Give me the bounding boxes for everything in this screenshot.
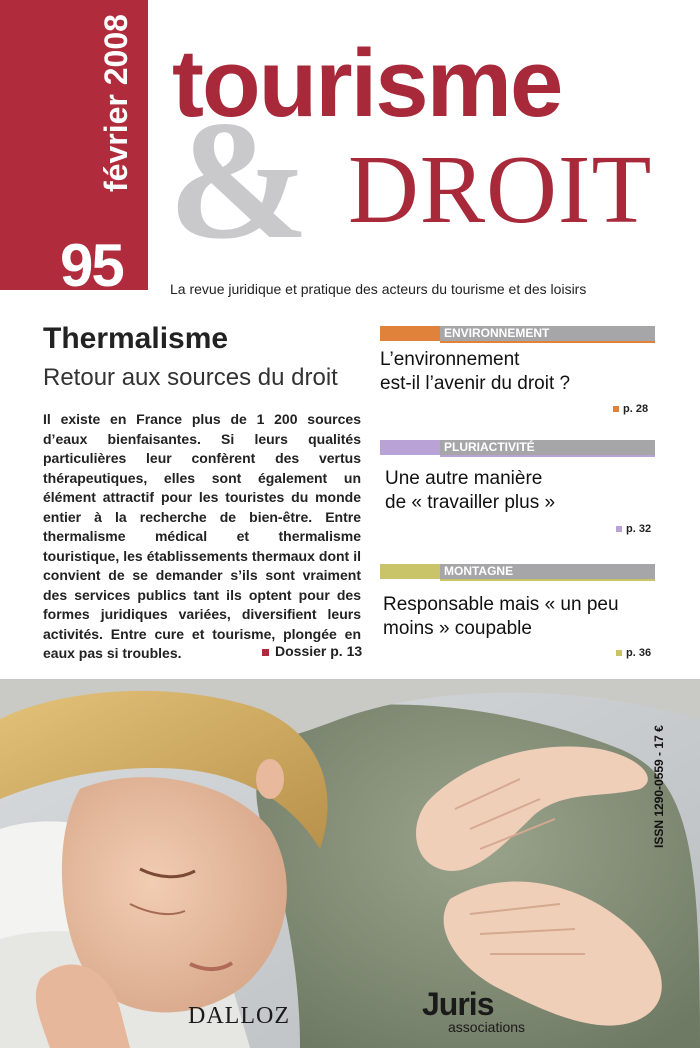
section-headline-line-2: de « travailler plus » [385, 492, 556, 513]
issue-date: février 2008 [98, 14, 134, 192]
square-bullet-icon [616, 526, 622, 532]
page-ref-text: p. 28 [623, 403, 649, 415]
section-rule [440, 341, 655, 343]
section-label: MONTAGNE [444, 564, 514, 578]
section-headline-line-2: est-il l’avenir du droit ? [380, 373, 571, 394]
tagline: La revue juridique et pratique des acteurs du tourisme et des loisirs [170, 281, 587, 297]
square-bullet-icon [613, 406, 619, 412]
section-color-bar [380, 326, 440, 341]
square-bullet-icon [616, 650, 622, 656]
section-page-ref [613, 403, 648, 415]
juris-logo: Juris [422, 986, 494, 1022]
section-headline-line-1: Responsable mais « un peu [383, 594, 619, 615]
section-color-bar [380, 564, 440, 579]
section-page-ref [616, 523, 651, 535]
section-rule [440, 455, 655, 457]
section-pluriactivite[interactable] [380, 440, 655, 540]
issn-price: ISSN 1290-0559 - 17 € [652, 725, 666, 848]
page-ref-text: p. 36 [626, 647, 652, 659]
dossier-ref[interactable] [262, 643, 362, 659]
section-color-bar [380, 440, 440, 455]
masthead-droit: DROIT [348, 136, 653, 244]
spa-photo-illustration [0, 679, 700, 1048]
article-title: Thermalisme [43, 322, 229, 355]
section-montagne[interactable] [380, 564, 655, 664]
cover-photo [0, 679, 700, 1048]
article-body: Il existe en France plus de 1 200 sources d’eaux bienfaisantes. Si leurs qualités particulières leur confèrent des vertus thérapeutiques, elles sont également un élément attractif pour les touristes du monde entier à la recherche de bien-être. Entre thermalisme médical et thermalisme touristique, les établissements thermaux dont il convient de se demander s’ils sont vraiment des services publics tant ils optent pour des formes juridiques variées, diversifient leurs activités. Entre cure et tourisme, plongée en eaux pas si troubles. [43, 411, 361, 661]
section-label: PLURIACTIVITÉ [444, 440, 535, 454]
dossier-label: Dossier p. 13 [275, 643, 363, 659]
section-page-ref [616, 647, 651, 659]
issue-number: 95 [60, 232, 123, 299]
section-headline-line-2: moins » coupable [383, 618, 532, 639]
masthead-ampersand: & [168, 86, 310, 274]
section-label: ENVIRONNEMENT [444, 326, 550, 340]
dalloz-logo: DALLOZ [188, 1003, 290, 1029]
section-headline-line-1: Une autre manière [385, 468, 543, 489]
section-headline-line-1: L’environnement [380, 349, 520, 370]
section-environnement[interactable] [380, 326, 655, 420]
masthead-tourisme: tourisme [172, 30, 562, 137]
juris-logo-subtitle: associations [448, 1019, 526, 1035]
section-rule [440, 579, 655, 581]
article-subtitle: Retour aux sources du droit [43, 364, 338, 391]
page-ref-text: p. 32 [626, 523, 652, 535]
square-bullet-icon [262, 649, 269, 656]
